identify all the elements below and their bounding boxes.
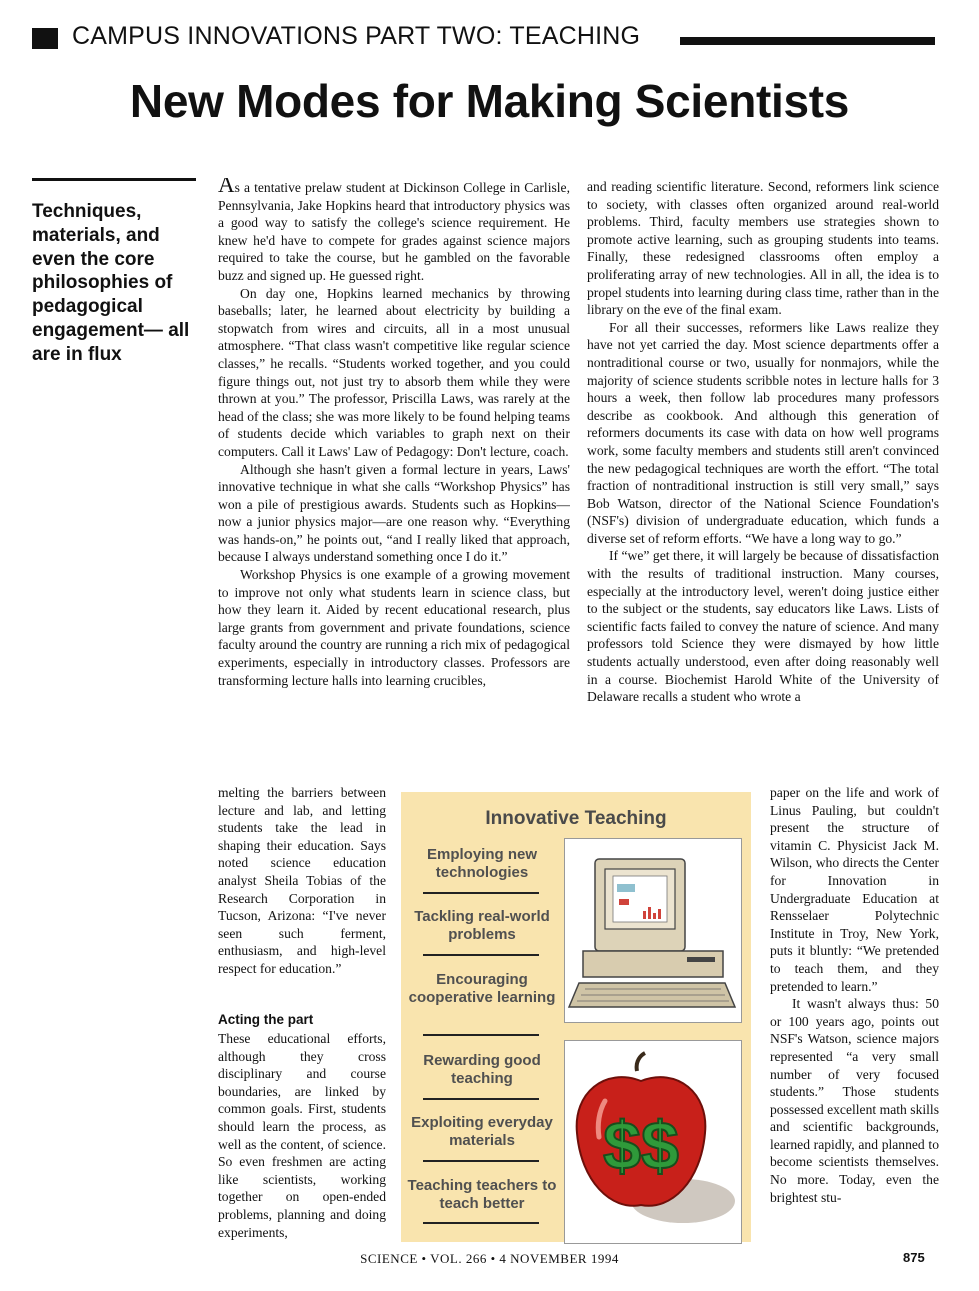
article-deck: Techniques, materials, and even the core philosophies of pedagogical engagement— all are in flux xyxy=(32,201,190,365)
section-kicker: CAMPUS INNOVATIONS PART TWO: TEACHING xyxy=(72,22,641,50)
apple-icon xyxy=(565,1041,741,1243)
paragraph: It wasn't always thus: 50 or 100 years ago, points out NSF's Watson, science majors represented “a very small number of very focused students.” Those students possessed excellent math skills and scientific backgrounds, learned rapidly, and planned to become scientists themselves. No more. Today, even the brightest stu- xyxy=(770,996,939,1205)
sidebar-divider xyxy=(423,1160,539,1162)
sidebar-divider xyxy=(423,954,539,956)
dollar-signs: $$ xyxy=(603,1108,679,1184)
body-column-1-bottom xyxy=(218,1030,386,1242)
paragraph: and reading scientific literature. Second, reformers link science to society, with classes often organized around real-world problems. Third, faculty members use strategies shown to promote active learning, such as grouping students into teams. Finally, these redesigned classrooms often employ a proliferating array of new technologies. All in all, the idea is to propel students into learning during class time, rather than in the library on the eve of the final exam. xyxy=(587,179,939,318)
computer-icon xyxy=(565,839,741,1022)
sidebar-item: Teaching teachers to teach better xyxy=(407,1177,557,1212)
paragraph: paper on the life and work of Linus Pauling, but couldn't present the structure of vitamin C. Physicist Jack M. Wilson, who directs the Center for Innovation in Undergraduate Education at Rensselaer Polytechnic Institute in Troy, New York, puts it bluntly: “We pretended to teach them, and they pretended to learn.” xyxy=(770,785,939,994)
body-column-1 xyxy=(218,178,570,784)
sidebar-divider xyxy=(423,1098,539,1100)
kicker-block xyxy=(32,28,58,49)
sidebar-item: Rewarding good teaching xyxy=(423,1052,541,1087)
paragraph: On day one, Hopkins learned mechanics by throwing baseballs; later, he learned about electricity by building a stopwatch from wires and circuits, all in a most unusual atmosphere. “That class wasn't competitive like regular science classes,” he recalls. “Students worked together, and you could figure things out, not just try to absorb them while they were thrown at you.” The professor, Priscilla Laws, was rarely at the head of the class; she was more likely to be found helping teams of students decide which variables to graph next on their computers. Call it Laws' Law of Pedagogy: Don't lecture, coach. xyxy=(218,285,570,459)
sidebar-divider xyxy=(423,1222,539,1224)
sidebar-item: Exploiting everyday materials xyxy=(411,1114,553,1149)
subhead: Acting the part xyxy=(218,1012,314,1027)
paragraph xyxy=(218,178,570,285)
apple-illustration xyxy=(564,1040,742,1244)
sidebar-divider xyxy=(423,892,539,894)
journal-footer: SCIENCE • VOL. 266 • 4 NOVEMBER 1994 xyxy=(360,1251,619,1266)
computer-illustration xyxy=(564,838,742,1023)
deck-rule xyxy=(32,178,196,181)
body-column-1-narrow xyxy=(218,784,386,1000)
sidebar-divider xyxy=(423,1034,539,1036)
paragraph: These educational efforts, although they cross disciplinary and course boundaries, are linked by common goals. First, students should learn the process, as well as the content, of science. So even freshmen are acting like scientists, working together on open-ended problems, planning and doing experiments, xyxy=(218,1031,386,1240)
body-column-3-narrow xyxy=(770,784,939,1242)
sidebar-item: Encouraging cooperative learning xyxy=(408,971,556,1006)
paragraph: melting the barriers between lecture and lab, and letting students take the lead in shaping their education. Says noted science education analyst Sheila Tobias of the Research Corporation in Tucson, Arizona: “I've never seen such ferment, enthusiasm, and high-level respect for education.” xyxy=(218,785,386,976)
sidebar-item: Tackling real-world problems xyxy=(414,908,550,943)
page-number: 875 xyxy=(903,1250,925,1265)
kicker-rule xyxy=(680,37,935,45)
drop-cap: A xyxy=(218,178,235,197)
article-title: New Modes for Making Scientists xyxy=(129,75,850,127)
paragraph: Workshop Physics is one example of a growing movement to improve not only what students learn in science class, but how they learn it. Aided by recent educational research, plus large grants from government and private foundations, science faculty around the country are running a rich mix of pedagogical experiments, especially in introductory classes. Professors are transforming lecture halls into learning crucibles, xyxy=(218,567,570,688)
sidebar-item: Employing new technologies xyxy=(426,846,537,881)
paragraph: For all their successes, reformers like Laws realize they have not yet carried the day. Most science departments offer a nontraditional course or two, usually for nonmajors, while the majority of science students scribble notes in lecture halls for 3 hours a week, then follow lab procedures many professors describe as cookbook. And although this generation of reformers documents its case with data on how well programs work, some faculty members and students still aren't convinced the new pedagogical techniques are worth the effort. “The total fraction of nontraditional instruction is still very small,” says Bob Watson, director of the National Science Foundation's (NSF's) division of undergraduate education, which funds a diverse set of reform efforts. “We have a long way to go.” xyxy=(587,319,939,546)
paragraph: If “we” get there, it will largely be because of dissatisfaction with the results of traditional instruction. Many courses, especially at the introductory level, weren't doing justice either to the subject or the students, say educators like Laws. Lists of scientific facts failed to convey the nature of science. And many professors told Science they were dismayed by how little students actually understood, even after doing reasonably well in a course. Biochemist Harold White of the University of Delaware recalls a student who wrote a xyxy=(587,548,939,705)
body-column-2 xyxy=(587,178,939,784)
paragraph: Although she hasn't given a formal lecture in years, Laws' innovative technique in what she calls “Workshop Physics” has won a pile of prestigious awards. Students such as Hopkins—now a junior physics major—are one reason why. “Everything was hands-on,” he points out, “and I really liked that approach, because I always understand something once I do it.” xyxy=(218,461,570,565)
paragraph-text: s a tentative prelaw student at Dickinson College in Carlisle, Pennsylvania, Jake Hopkins heard that introductory physics was a good way to satisfy the college's science requirement. He knew he'd have to compete for grades against science majors required to take the course, but he gambled on the favorable buzz and signed up. He guessed right. xyxy=(218,180,570,283)
sidebar-title: Innovative Teaching xyxy=(485,808,667,829)
